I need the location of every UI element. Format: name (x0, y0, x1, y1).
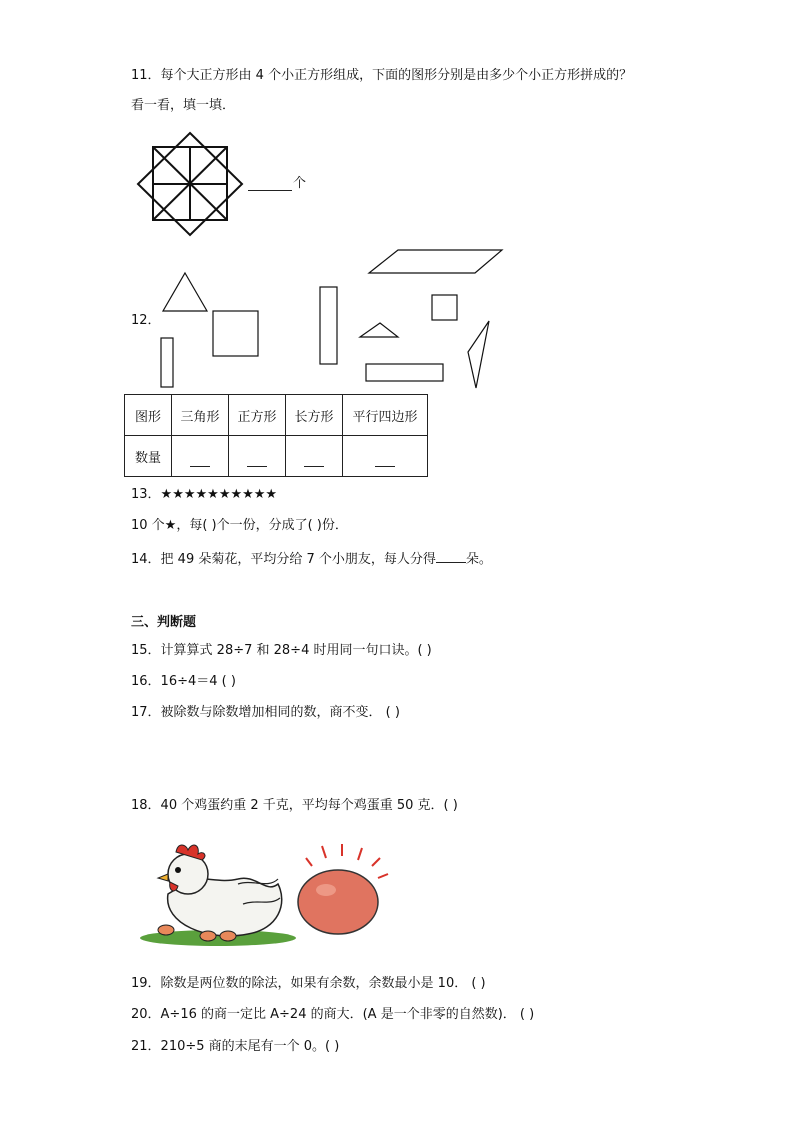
q17-text: 17．被除数与除数增加相同的数，商不变． ( ) (131, 705, 400, 720)
q20-text: 20．A÷16 的商一定比 A÷24 的商大．(A 是一个非零的自然数)． ( ) (131, 1007, 535, 1022)
section-title-judgement: 三、判断题 (131, 615, 197, 630)
egg-illustration (296, 840, 390, 936)
q18-text: 18．40 个鸡蛋约重 2 千克，平均每个鸡蛋重 50 克．( ) (131, 798, 458, 813)
shape-triangle-1 (163, 273, 207, 311)
table-header-square: 正方形 (229, 395, 286, 436)
table-header-triangle: 三角形 (172, 395, 229, 436)
shape-rectangle-1 (161, 338, 173, 387)
table-header-rectangle: 长方形 (286, 395, 343, 436)
table-row-header (125, 395, 428, 436)
q13-stars: 13．★★★★★★★★★★ (131, 487, 278, 502)
q12-number: 12． (131, 313, 161, 328)
table-cell-rectangle-count[interactable] (286, 436, 343, 477)
q13-text: 10 个★，每( )个一份，分成了( )份． (131, 518, 348, 533)
q12-count-table (124, 394, 428, 477)
table-count-label: 数量 (125, 436, 172, 477)
shape-square-2 (432, 295, 457, 320)
shape-parallelogram (369, 250, 502, 273)
table-header-label: 图形 (125, 395, 172, 436)
q11-unit: 个 (293, 176, 307, 191)
shape-triangle-3 (468, 321, 489, 388)
q14-text (131, 549, 492, 569)
table-cell-square-count[interactable] (229, 436, 286, 477)
q19-text: 19．除数是两位数的除法，如果有余数，余数最小是 10． ( ) (131, 976, 486, 991)
shape-rectangle-3 (366, 364, 443, 381)
table-cell-triangle-count[interactable] (172, 436, 229, 477)
q14-prefix: 14．把 49 朵菊花，平均分给 7 个小朋友，每人分得 (131, 552, 436, 567)
table-header-parallelogram: 平行四边形 (343, 395, 428, 436)
q14-suffix: 朵。 (465, 552, 492, 567)
q14-answer-blank[interactable] (436, 549, 466, 563)
q11-line2: 看一看，填一填． (131, 98, 236, 113)
q12-shapes (0, 0, 794, 400)
table-cell-parallelogram-count[interactable] (343, 436, 428, 477)
q16-text: 16．16÷4＝4 ( ) (131, 674, 236, 689)
shape-rectangle-2 (320, 287, 337, 364)
shape-square-1 (213, 311, 258, 356)
q21-text: 21．210÷5 商的末尾有一个 0。( ) (131, 1039, 340, 1054)
table-row-count (125, 436, 428, 477)
hen-with-eggs-illustration (138, 834, 298, 946)
q15-text: 15．计算算式 28÷7 和 28÷4 时用同一句口诀。( ) (131, 643, 432, 658)
shape-triangle-2 (360, 323, 398, 337)
q11-line1: 11．每个大正方形由 4 个小正方形组成，下面的图形分别是由多少个小正方形拼成的？ (131, 68, 633, 83)
